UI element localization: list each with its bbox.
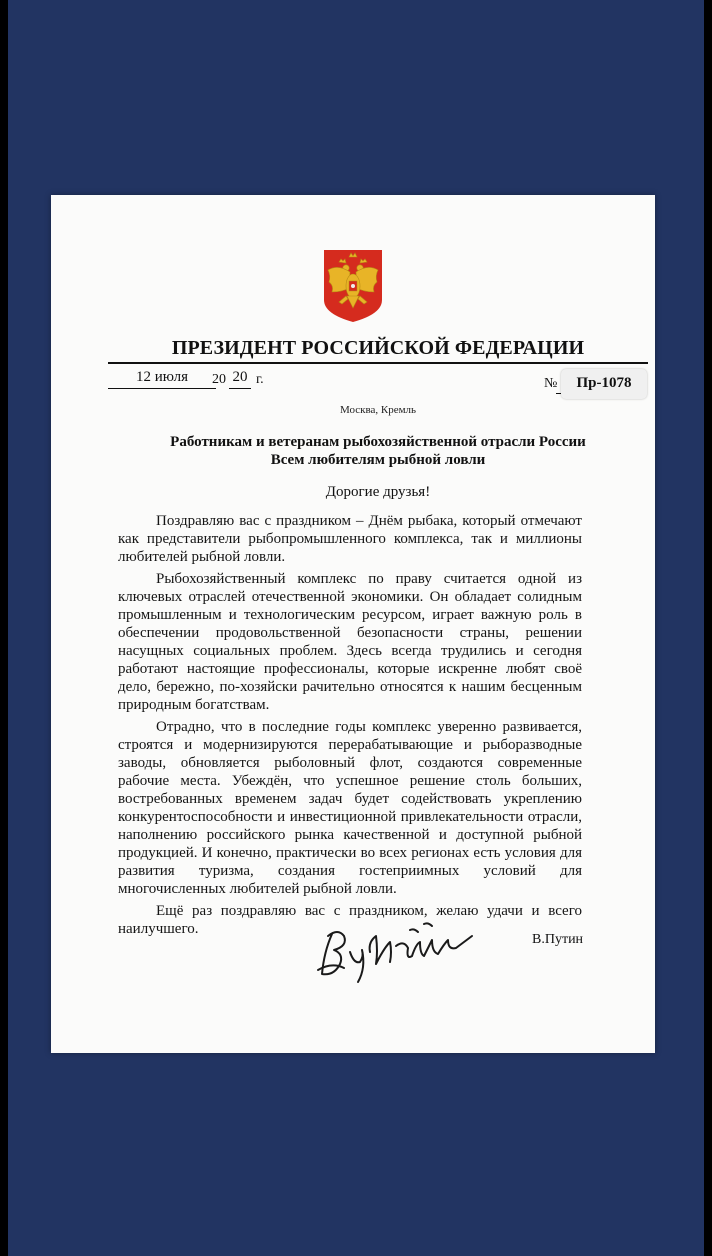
document-place: Москва, Кремль (339, 404, 417, 416)
paragraph: Рыбохозяйственный комплекс по праву считается одной из ключевых отраслей отечественной экономики. Он обладает солидным промышленным и технологическим ресурсом, играет важную роль в обеспечении продовольственной безопасности страны, решении насущных социальных проблем. Здесь всегда трудились и сегодня работают настоящие профессионалы, которые искренне любят своё дело, бережно, по-хозяйски рачительно относятся к нашим бесценным природным богатствам. (118, 571, 582, 713)
letter-body (118, 512, 582, 942)
letterhead-rule (108, 362, 648, 364)
greeting: Дорогие друзья! (325, 484, 431, 500)
number-sign: № (544, 376, 558, 391)
handwritten-signature (314, 912, 482, 984)
date-year-prefix: 20 (212, 372, 226, 387)
paragraph: Поздравляю вас с праздником – Днём рыбака, который отмечают как представители рыбопромышленного комплекса, так и миллионы любителей рыбной ловли. (118, 513, 582, 565)
date-year-suffix: 20 (229, 367, 251, 389)
addressee (108, 433, 648, 469)
addressee-line-1: Работникам и ветеранам рыбохозяйственной отрасли России (170, 434, 586, 450)
russian-coat-of-arms-icon (322, 248, 384, 324)
date-year-unit: г. (256, 372, 264, 387)
paragraph: Ещё раз поздравляю вас с праздником, желаю удачи и всего наилучшего. (118, 903, 582, 937)
document-number-stamp: Пр-1078 (561, 369, 647, 399)
addressee-line-2: Всем любителям рыбной ловли (270, 452, 486, 468)
signatory-name: В.Путин (532, 932, 584, 947)
date-day-month: 12 июля (108, 367, 216, 389)
paragraph: Отрадно, что в последние годы комплекс уверенно развивается, строятся и модернизируются перерабатывающие и рыборазводные заводы, обновляется рыболовный флот, создаются современные рабочие места. Убеждён, что успешное решение столь больших, востребованных временем задач будет содействовать укреплению конкурентоспособности и инвестиционной привлекательности отрасли, наполнению российского рынка качественной и доступной рыбной продукцией. И конечно, практически во всех регионах есть условия для развития туризма, создания гостеприимных условий для многочисленных любителей рыбной ловли. (118, 719, 582, 897)
letterhead-title: ПРЕЗИДЕНТ РОССИЙСКОЙ ФЕДЕРАЦИИ (171, 337, 585, 359)
